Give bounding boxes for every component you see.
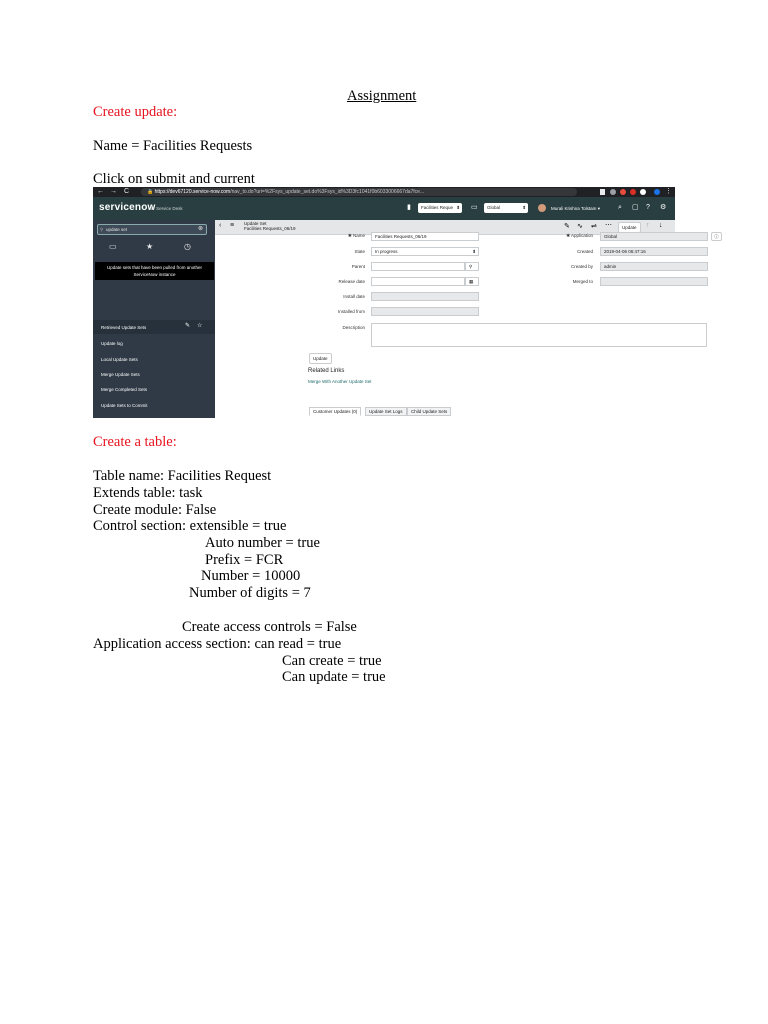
- update-set-icon: ▮: [407, 204, 411, 211]
- form-area: [215, 220, 719, 418]
- install-date-field: [371, 292, 479, 301]
- tooltip: Update sets that have been pulled from another ServiceNow instance: [95, 262, 214, 280]
- name-field[interactable]: Facilities Requests_06/19: [371, 232, 479, 241]
- url-host: https://dev67120.service-now.com: [154, 189, 231, 195]
- url-path: /nav_to.do?uri=%2Fsys_update_set.do%3Fsys_id%3D3fc1041f0b6033006667da7fce...: [230, 189, 425, 195]
- label-install-date: Install date: [343, 294, 365, 299]
- created-field: 2019-04-06 06:47:16: [600, 247, 708, 256]
- line-create-module: Create module: False: [93, 502, 217, 518]
- help-icon[interactable]: ?: [646, 204, 650, 211]
- servicenow-screenshot: [93, 187, 719, 418]
- settings-sliders-icon[interactable]: ⇌: [591, 223, 597, 230]
- parent-lookup-search-icon[interactable]: ⚲: [465, 262, 479, 271]
- line-can-create: Can create = true: [282, 653, 382, 669]
- merge-update-set-link[interactable]: Merge With Another Update Set: [308, 379, 372, 384]
- instruction-line: Click on submit and current: [93, 171, 255, 187]
- info-icon[interactable]: ⓘ: [711, 232, 722, 241]
- user-menu[interactable]: Murali Krishna Tolstam ▾: [551, 206, 600, 211]
- section-heading-update: Create update:: [93, 104, 178, 120]
- search-icon[interactable]: ⌕: [618, 204, 622, 211]
- connect-chat-icon[interactable]: ▢: [632, 204, 639, 211]
- release-date-field[interactable]: [371, 277, 465, 286]
- line-number-of-digits: Number of digits = 7: [189, 585, 311, 601]
- tab-update-set-logs[interactable]: Update Set Logs: [365, 407, 407, 416]
- nav-local-update-sets[interactable]: Local Update Sets: [101, 357, 138, 362]
- merged-to-field: [600, 277, 708, 286]
- reload-icon[interactable]: C: [124, 188, 130, 195]
- tab-child-update-sets[interactable]: Child Update Sets: [407, 407, 451, 416]
- clear-filter-icon[interactable]: ⊗: [197, 226, 203, 232]
- back-chevron-icon[interactable]: ‹: [219, 222, 222, 229]
- extension-white-icon[interactable]: [640, 189, 646, 195]
- hamburger-menu-icon[interactable]: ≡: [230, 222, 235, 229]
- form-title: Update Set Facilities Requests_06/19: [244, 221, 296, 231]
- filter-icon: ⚲: [100, 227, 104, 232]
- back-icon[interactable]: ←: [97, 188, 104, 195]
- label-created: Created: [576, 249, 593, 254]
- update-button-header[interactable]: Update: [618, 222, 641, 233]
- paperclip-icon[interactable]: ✎: [564, 223, 570, 230]
- nav-merge-completed-sets[interactable]: Merge Completed Sets: [101, 387, 148, 392]
- favorites-star-icon[interactable]: ★: [146, 242, 154, 251]
- description-textarea[interactable]: [371, 323, 707, 347]
- scope-select[interactable]: Global ⬍: [484, 203, 528, 213]
- label-created-by: Created by: [570, 264, 593, 269]
- line-control-section: Control section: extensible = true: [93, 518, 287, 534]
- section-heading-table: Create a table:: [93, 434, 177, 450]
- label-description: Description: [342, 325, 365, 330]
- avatar[interactable]: [538, 204, 546, 212]
- instance-subtitle: IT Service Desk: [151, 206, 183, 211]
- related-links-heading: Related Links: [308, 368, 345, 374]
- label-installed-from: Installed from: [337, 309, 365, 314]
- line-application-access: Application access section: can read = true: [93, 636, 342, 652]
- nav-update-log[interactable]: Update log: [101, 341, 123, 346]
- line-prefix: Prefix = FCR: [205, 552, 284, 568]
- menu-icon[interactable]: ⋮: [665, 188, 672, 195]
- update-button[interactable]: Update: [309, 353, 332, 364]
- navigator-filter-input[interactable]: ⚲ update set ⊗: [97, 224, 207, 235]
- name-line: Name = Facilities Requests: [93, 138, 253, 154]
- created-by-field: admin: [600, 262, 708, 271]
- next-record-icon[interactable]: ↓: [659, 222, 663, 229]
- history-clock-icon[interactable]: ◷: [184, 242, 191, 251]
- star-icon[interactable]: [610, 189, 616, 195]
- extension-icon[interactable]: [630, 189, 636, 195]
- servicenow-logo[interactable]: servicenow: [99, 202, 156, 213]
- gear-icon[interactable]: ⚙: [660, 204, 667, 211]
- application-navigator: [93, 220, 215, 418]
- line-can-update: Can update = true: [282, 669, 386, 685]
- installed-from-field: [371, 307, 479, 316]
- previous-record-icon[interactable]: ↑: [646, 222, 650, 229]
- address-bar[interactable]: [141, 188, 577, 196]
- profile-icon[interactable]: [654, 189, 660, 195]
- label-state: State: [354, 249, 365, 254]
- label-name: ✱ Name: [347, 233, 365, 238]
- page-title: Assignment: [347, 88, 417, 104]
- lock-icon: 🔒: [147, 189, 155, 195]
- label-parent: Parent: [351, 264, 365, 269]
- nav-retrieved-update-sets[interactable]: Retrieved Update Sets: [101, 325, 147, 330]
- key-icon[interactable]: [600, 189, 605, 195]
- browser-toolbar: [93, 187, 675, 197]
- label-application: ✱ Application: [566, 233, 593, 238]
- forward-icon[interactable]: →: [110, 188, 117, 195]
- servicenow-header: [93, 197, 675, 220]
- nav-merge-update-sets[interactable]: Merge Update Sets: [101, 372, 140, 377]
- line-auto-number: Auto number = true: [205, 535, 320, 551]
- tab-customer-updates[interactable]: Customer Updates (0): [309, 407, 361, 416]
- label-merged-to: Merged to: [572, 279, 593, 284]
- line-create-access-controls: Create access controls = False: [182, 619, 357, 635]
- extension-red-icon[interactable]: [620, 189, 626, 195]
- update-set-select[interactable]: Facilities Reque ⬍: [418, 203, 462, 213]
- edit-pencil-icon[interactable]: ✎: [185, 323, 191, 329]
- parent-field[interactable]: [371, 262, 465, 271]
- line-number: Number = 10000: [201, 568, 301, 584]
- line-extends-table: Extends table: task: [93, 485, 203, 501]
- more-options-icon[interactable]: ⋯: [605, 222, 612, 229]
- favorite-star-icon[interactable]: ☆: [197, 323, 203, 329]
- all-apps-icon[interactable]: ▭: [109, 242, 117, 251]
- label-release-date: Release date: [338, 279, 365, 284]
- state-select[interactable]: In progress ⬍: [371, 247, 479, 256]
- nav-update-sets-to-commit[interactable]: Update Sets to Commit: [101, 403, 148, 408]
- line-table-name: Table name: Facilities Request: [93, 468, 272, 484]
- calendar-icon[interactable]: ▦: [465, 277, 479, 286]
- application-field: Global: [600, 232, 708, 241]
- scope-icon: ▭: [471, 204, 478, 211]
- activity-icon[interactable]: ∿: [577, 223, 583, 230]
